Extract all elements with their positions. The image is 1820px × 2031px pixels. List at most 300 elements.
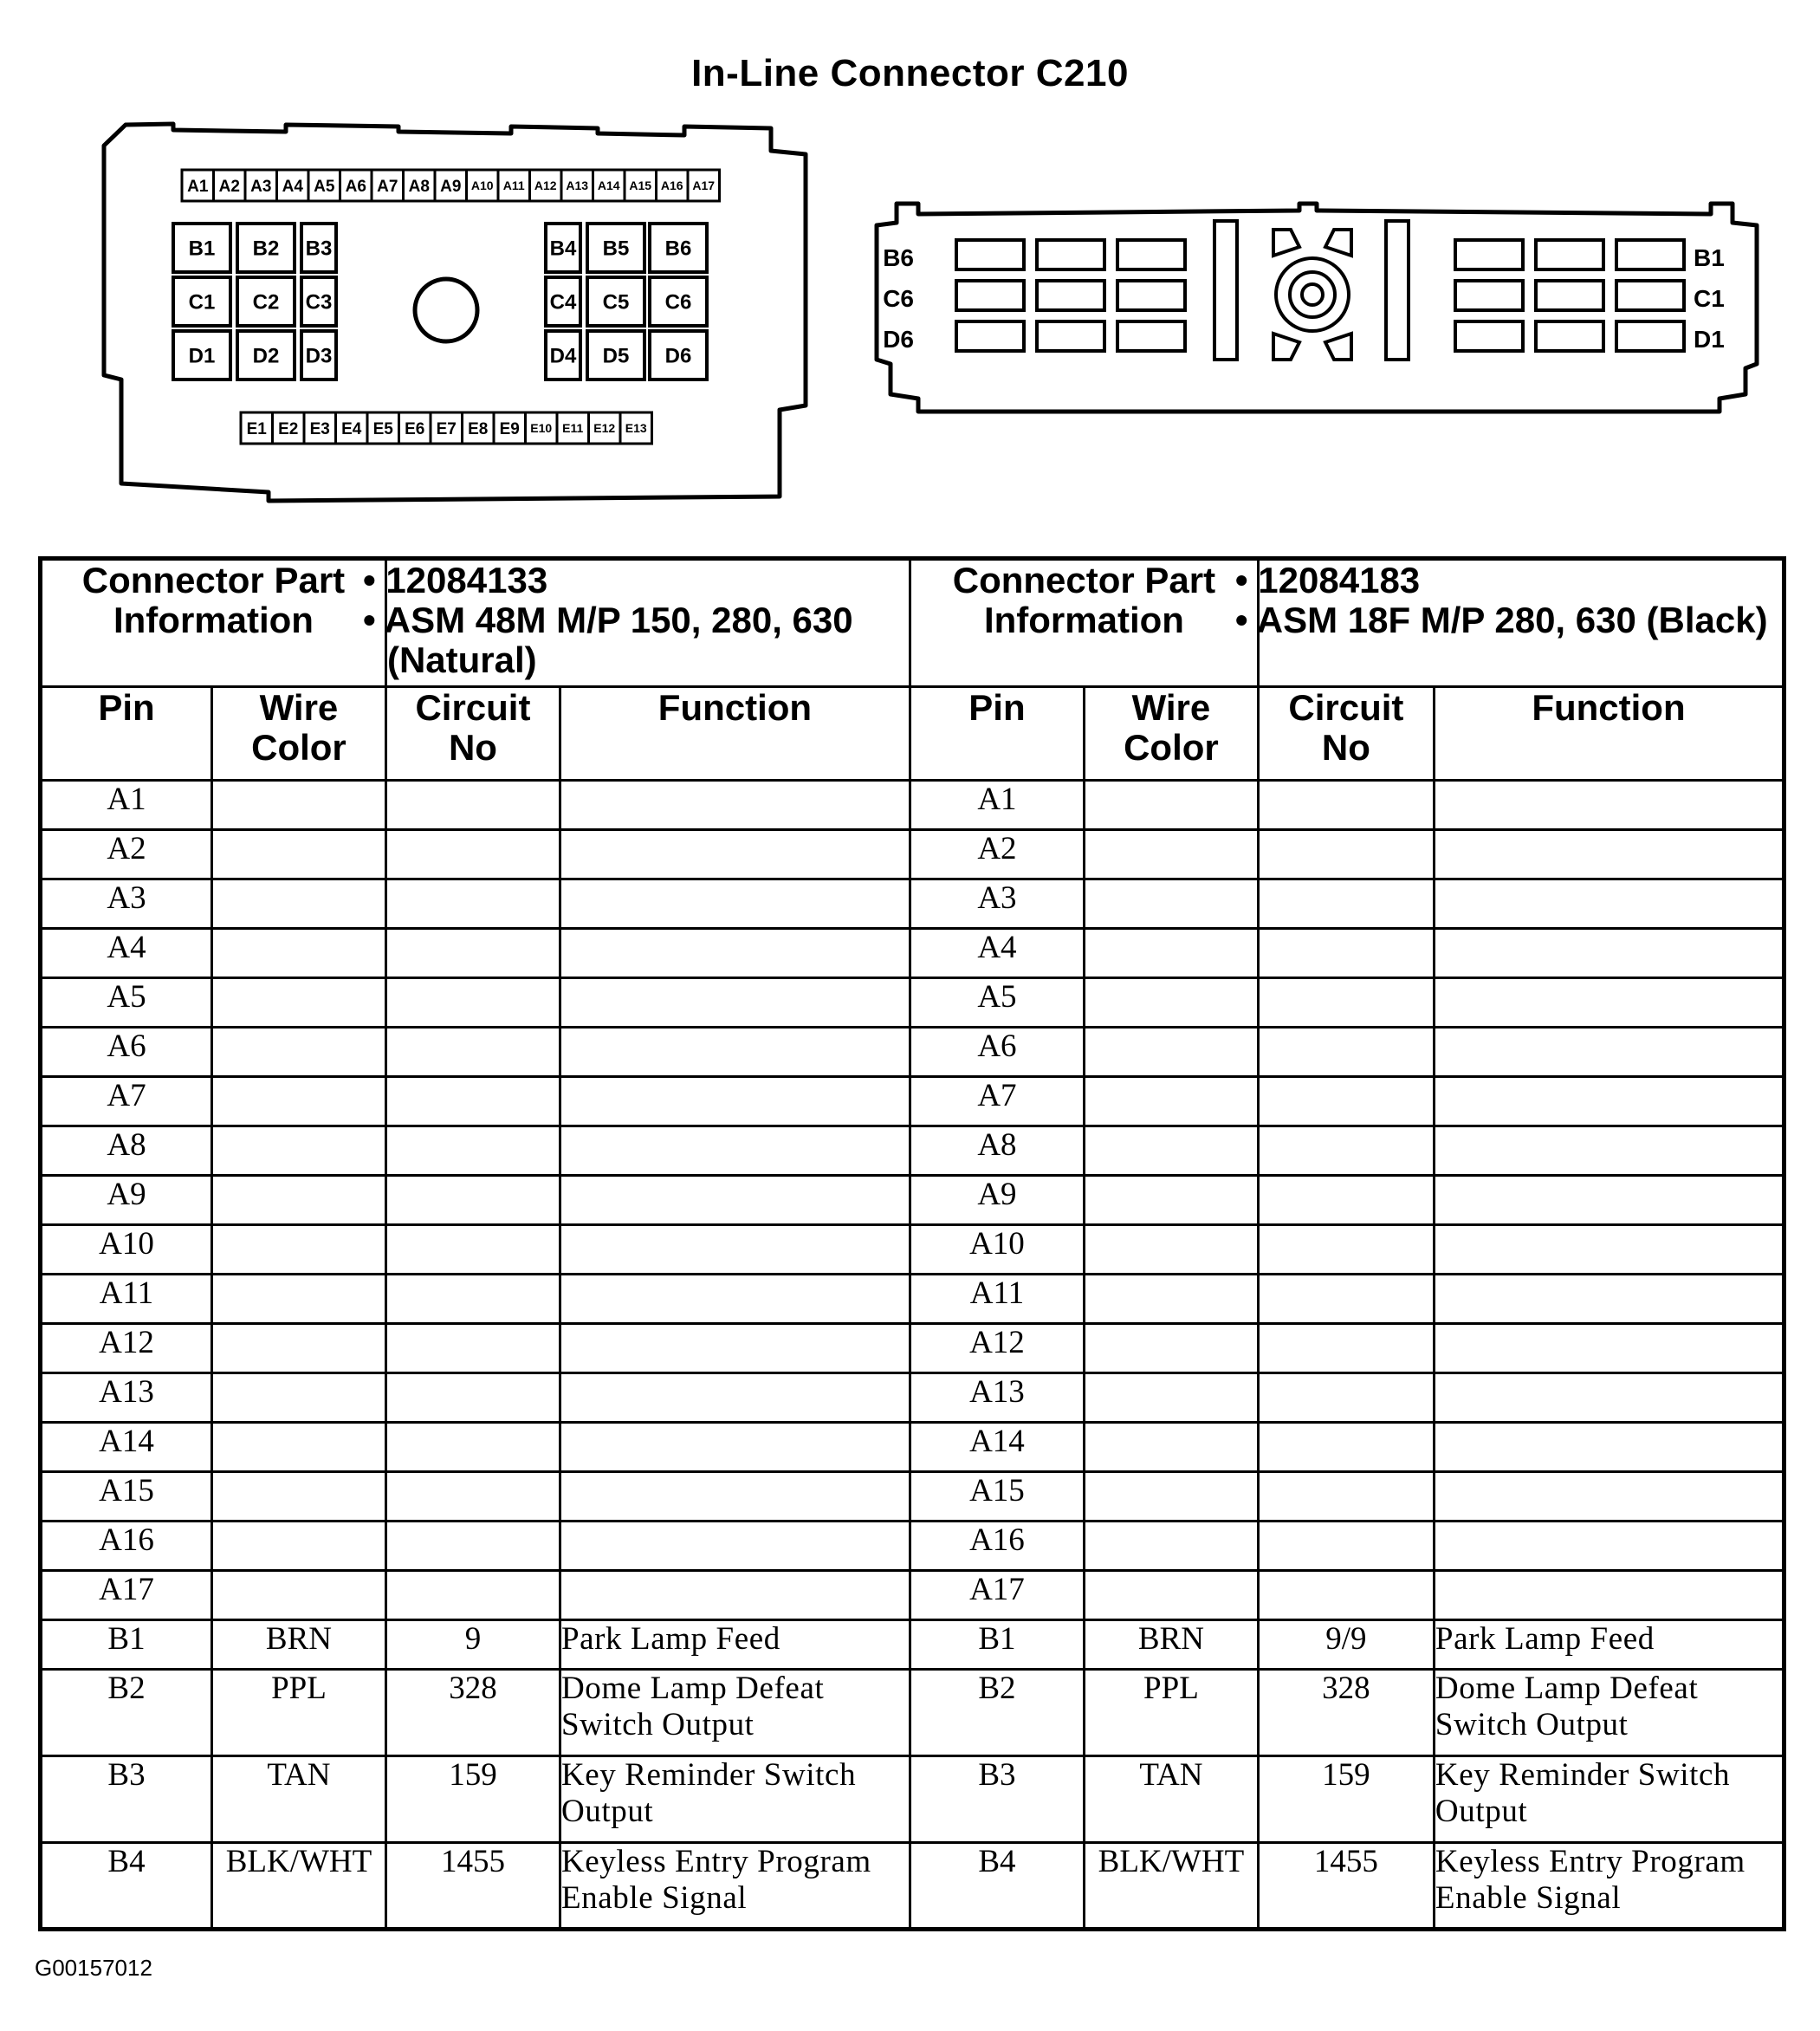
right-pin-cell: A7 [910, 1077, 1084, 1126]
pin-label: A6 [345, 177, 366, 196]
right-col-header: Function [1434, 687, 1784, 781]
pin-E4 [336, 412, 368, 444]
left-color-cell [211, 781, 385, 830]
left-function-cell [560, 1028, 910, 1077]
connector-info-row [41, 559, 1784, 687]
pin-label: E4 [341, 419, 362, 438]
left-circuit-cell [385, 1077, 560, 1126]
right-circuit-cell [1258, 1176, 1434, 1225]
pin-label: C1 [188, 290, 216, 315]
pin-B5 [587, 224, 644, 272]
left-color-cell [211, 830, 385, 879]
pin-label: D2 [252, 344, 280, 368]
right-pin-cell: A17 [910, 1571, 1084, 1620]
right-function-cell [1434, 781, 1784, 830]
table-row [41, 1176, 1784, 1225]
pin-label: A5 [314, 177, 335, 196]
left-pin-cell: A17 [41, 1571, 212, 1620]
right-pin-cell: A9 [910, 1176, 1084, 1225]
right-pin-cell: A8 [910, 1126, 1084, 1176]
pin-grid-left [883, 240, 1185, 353]
pin-cavity [1117, 281, 1185, 310]
pin-label: A7 [377, 177, 398, 196]
pin-cavity [1037, 281, 1104, 310]
right-info-label: Connector Part Information [910, 559, 1258, 687]
pin-label: B1 [188, 237, 216, 261]
left-function-cell [560, 830, 910, 879]
right-pin-cell: A6 [910, 1028, 1084, 1077]
pin-label: C4 [549, 290, 577, 315]
right-color-cell [1084, 879, 1258, 929]
left-circuit-cell [385, 1571, 560, 1620]
pin-A3 [245, 170, 277, 201]
left-color-cell [211, 1225, 385, 1275]
right-pin-cell: B1 [910, 1620, 1084, 1670]
right-color-cell [1084, 1077, 1258, 1126]
pin-label: A2 [218, 177, 240, 196]
pin-E8 [463, 412, 495, 444]
pin-D1 [173, 331, 230, 380]
left-color-cell [211, 1176, 385, 1225]
right-function-cell [1434, 978, 1784, 1028]
pin-C6 [650, 277, 707, 326]
right-circuit-cell [1258, 1275, 1434, 1324]
right-pin-cell: A10 [910, 1225, 1084, 1275]
pin-E10 [526, 412, 558, 444]
pin-cavity [1536, 321, 1603, 351]
right-function-cell [1434, 1077, 1784, 1126]
left-color-cell [211, 879, 385, 929]
table-row [41, 1373, 1784, 1423]
right-color-cell [1084, 1423, 1258, 1472]
pin-label: D4 [549, 344, 577, 368]
left-pin-cell: A4 [41, 929, 212, 978]
pin-label: E7 [436, 419, 457, 438]
pin-A9 [435, 170, 467, 201]
right-circuit-cell [1258, 1324, 1434, 1373]
left-function-cell [560, 1126, 910, 1176]
pin-E6 [399, 412, 431, 444]
left-pin-cell: A9 [41, 1176, 212, 1225]
pin-label: C6 [664, 290, 692, 315]
right-pin-cell: A14 [910, 1423, 1084, 1472]
left-col-header: Function [560, 687, 910, 781]
pin-B6 [650, 224, 707, 272]
left-function-cell: Key Reminder Switch Output [560, 1756, 910, 1843]
pin-A10 [467, 170, 499, 201]
pin-label: E1 [246, 419, 267, 438]
right-circuit-cell [1258, 1472, 1434, 1522]
pin-row-e [241, 412, 652, 444]
left-pin-cell: B2 [41, 1670, 212, 1756]
right-circuit-cell [1258, 1373, 1434, 1423]
pin-A17 [688, 170, 720, 201]
right-part-desc: • ASM 18F M/P 280, 630 (Black) [1234, 600, 1768, 640]
pin-cavity [1455, 240, 1523, 269]
right-circuit-cell [1258, 781, 1434, 830]
right-pin-cell: A4 [910, 929, 1084, 978]
left-pin-cell: A1 [41, 781, 212, 830]
left-circuit-cell [385, 781, 560, 830]
pin-block-left [173, 224, 336, 380]
left-circuit-cell: 1455 [385, 1843, 560, 1930]
table-row [41, 1670, 1784, 1756]
right-function-cell [1434, 830, 1784, 879]
left-part-desc: • ASM 48M M/P 150, 280, 630 (Natural) [362, 600, 853, 680]
pin-label: A15 [629, 178, 652, 193]
pin-label: E6 [405, 419, 425, 438]
table-row [41, 1472, 1784, 1522]
pin-cavity [1536, 240, 1603, 269]
left-circuit-cell [385, 1324, 560, 1373]
table-row [41, 929, 1784, 978]
pin-label: A8 [408, 177, 430, 196]
left-circuit-cell [385, 1176, 560, 1225]
connector-18way-diagram [866, 186, 1767, 420]
left-part-number: • 12084133 [362, 560, 548, 600]
pin-A1 [182, 170, 214, 201]
pin-cavity [1616, 321, 1684, 351]
left-circuit-cell [385, 929, 560, 978]
pin-label: A4 [282, 177, 303, 196]
left-pin-cell: A11 [41, 1275, 212, 1324]
left-color-cell [211, 1571, 385, 1620]
pin-label: E8 [468, 419, 489, 438]
pin-C1 [173, 277, 230, 326]
left-color-cell: BLK/WHT [211, 1843, 385, 1930]
table-row [41, 879, 1784, 929]
pin-label: A13 [566, 178, 589, 193]
right-circuit-cell [1258, 1126, 1434, 1176]
left-circuit-cell [385, 1275, 560, 1324]
table-row [41, 1324, 1784, 1373]
pin-cavity [956, 321, 1024, 351]
left-pin-cell: B3 [41, 1756, 212, 1843]
right-pin-cell: A15 [910, 1472, 1084, 1522]
pin-cavity [1455, 321, 1523, 351]
left-pin-cell: A3 [41, 879, 212, 929]
pin-label: B6 [664, 237, 692, 261]
left-col-header: Pin [41, 687, 212, 781]
right-color-cell [1084, 1275, 1258, 1324]
pin-E1 [241, 412, 273, 444]
pin-label: A16 [660, 178, 683, 193]
pin-E5 [367, 412, 399, 444]
left-color-cell [211, 1373, 385, 1423]
pin-label: B5 [602, 237, 630, 261]
pin-label: A10 [470, 178, 494, 193]
pin-label: E11 [562, 421, 584, 436]
right-pin-cell: B3 [910, 1756, 1084, 1843]
pin-E3 [304, 412, 336, 444]
pin-cavity [956, 281, 1024, 310]
pin-label: C5 [602, 290, 630, 315]
right-function-cell: Dome Lamp Defeat Switch Output [1434, 1670, 1784, 1756]
right-color-cell [1084, 929, 1258, 978]
right-function-cell [1434, 1522, 1784, 1571]
pin-C5 [587, 277, 644, 326]
left-color-cell [211, 1472, 385, 1522]
pin-label: C3 [305, 290, 333, 315]
pin-B3 [301, 224, 336, 272]
left-function-cell: Park Lamp Feed [560, 1620, 910, 1670]
left-function-cell [560, 1423, 910, 1472]
right-color-cell [1084, 1176, 1258, 1225]
pin-D5 [587, 331, 644, 380]
pin-row-a [182, 170, 720, 201]
left-function-cell [560, 929, 910, 978]
right-function-cell: Park Lamp Feed [1434, 1620, 1784, 1670]
pin-A14 [593, 170, 625, 201]
pin-label: E9 [499, 419, 520, 438]
table-row [41, 1522, 1784, 1571]
left-pin-cell: B1 [41, 1620, 212, 1670]
right-circuit-cell [1258, 830, 1434, 879]
pin-label: D5 [602, 344, 630, 368]
right-circuit-cell: 9/9 [1258, 1620, 1434, 1670]
right-pin-cell: A2 [910, 830, 1084, 879]
left-pin-cell: A15 [41, 1472, 212, 1522]
left-color-cell [211, 1028, 385, 1077]
column-header-row [41, 687, 1784, 781]
left-function-cell [560, 1571, 910, 1620]
table-row [41, 1225, 1784, 1275]
right-pin-cell: B2 [910, 1670, 1084, 1756]
pin-label: B4 [549, 237, 577, 261]
right-circuit-cell [1258, 1423, 1434, 1472]
right-color-cell [1084, 1522, 1258, 1571]
pin-cavity [1037, 321, 1104, 351]
right-circuit-cell: 159 [1258, 1756, 1434, 1843]
right-col-header: Wire Color [1084, 687, 1258, 781]
row-label: C1 [1694, 285, 1725, 312]
left-color-cell [211, 1275, 385, 1324]
row-label: D6 [883, 326, 914, 353]
left-color-cell: TAN [211, 1756, 385, 1843]
right-pin-cell: A11 [910, 1275, 1084, 1324]
pin-D4 [546, 331, 580, 380]
pin-A6 [340, 170, 372, 201]
page-title: In-Line Connector C210 [691, 52, 1129, 94]
pin-cavity [1117, 321, 1185, 351]
left-color-cell [211, 1126, 385, 1176]
table-row [41, 978, 1784, 1028]
right-function-cell [1434, 929, 1784, 978]
pin-cavity [1117, 240, 1185, 269]
left-function-cell [560, 978, 910, 1028]
pin-A11 [498, 170, 530, 201]
pin-B1 [173, 224, 230, 272]
row-label: B1 [1694, 244, 1725, 271]
left-pin-cell: A13 [41, 1373, 212, 1423]
right-color-cell [1084, 1126, 1258, 1176]
left-circuit-cell [385, 978, 560, 1028]
left-circuit-cell: 159 [385, 1756, 560, 1843]
left-function-cell: Dome Lamp Defeat Switch Output [560, 1670, 910, 1756]
pin-label: A14 [597, 178, 620, 193]
row-label: D1 [1694, 326, 1725, 353]
pin-E11 [557, 412, 589, 444]
table-row [41, 1028, 1784, 1077]
pin-C2 [237, 277, 295, 326]
pin-C4 [546, 277, 580, 326]
right-circuit-cell [1258, 1522, 1434, 1571]
table-row [41, 1275, 1784, 1324]
left-pin-cell: A5 [41, 978, 212, 1028]
left-info-label: Connector Part Information [41, 559, 386, 687]
right-function-cell [1434, 1472, 1784, 1522]
pin-cavity [1037, 240, 1104, 269]
pin-label: E2 [278, 419, 299, 438]
right-function-cell [1434, 1176, 1784, 1225]
left-col-header: Circuit No [385, 687, 560, 781]
pin-A12 [530, 170, 562, 201]
figure-id: G00157012 [35, 1955, 152, 1981]
left-color-cell: PPL [211, 1670, 385, 1756]
right-col-header: Pin [910, 687, 1084, 781]
center-post [415, 279, 477, 341]
left-circuit-cell [385, 1126, 560, 1176]
pin-cavity [956, 240, 1024, 269]
pin-label: A17 [692, 178, 716, 193]
pin-D6 [650, 331, 707, 380]
left-circuit-cell [385, 1423, 560, 1472]
pin-E7 [431, 412, 463, 444]
pin-label: D6 [664, 344, 692, 368]
right-pin-cell: A5 [910, 978, 1084, 1028]
left-circuit-cell [385, 1028, 560, 1077]
right-circuit-cell [1258, 879, 1434, 929]
right-pin-cell: A3 [910, 879, 1084, 929]
left-function-cell [560, 1472, 910, 1522]
right-function-cell [1434, 1028, 1784, 1077]
left-pin-cell: A8 [41, 1126, 212, 1176]
left-color-cell [211, 978, 385, 1028]
pin-E9 [494, 412, 526, 444]
left-col-header: Wire Color [211, 687, 385, 781]
right-color-cell [1084, 978, 1258, 1028]
right-circuit-cell [1258, 1028, 1434, 1077]
right-pin-cell: A16 [910, 1522, 1084, 1571]
right-function-cell [1434, 1225, 1784, 1275]
table-row [41, 1756, 1784, 1843]
left-color-cell [211, 1324, 385, 1373]
right-color-cell: BLK/WHT [1084, 1843, 1258, 1930]
left-function-cell [560, 879, 910, 929]
left-circuit-cell: 328 [385, 1670, 560, 1756]
left-pin-cell: A10 [41, 1225, 212, 1275]
table-row [41, 1571, 1784, 1620]
pin-A15 [625, 170, 657, 201]
right-circuit-cell [1258, 1225, 1434, 1275]
right-col-header: Circuit No [1258, 687, 1434, 781]
right-color-cell [1084, 781, 1258, 830]
pin-C3 [301, 277, 336, 326]
right-circuit-cell: 328 [1258, 1670, 1434, 1756]
row-label: B6 [883, 244, 914, 271]
pin-label: A1 [187, 177, 209, 196]
left-circuit-cell: 9 [385, 1620, 560, 1670]
right-function-cell [1434, 1571, 1784, 1620]
left-function-cell: Keyless Entry Program Enable Signal [560, 1843, 910, 1930]
right-pin-cell: A12 [910, 1324, 1084, 1373]
left-circuit-cell [385, 830, 560, 879]
left-function-cell [560, 1522, 910, 1571]
left-color-cell [211, 1077, 385, 1126]
right-circuit-cell [1258, 978, 1434, 1028]
left-circuit-cell [385, 1522, 560, 1571]
left-color-cell: BRN [211, 1620, 385, 1670]
right-color-cell: TAN [1084, 1756, 1258, 1843]
left-pin-cell: A16 [41, 1522, 212, 1571]
right-part-number: • 12084183 [1234, 560, 1421, 600]
left-color-cell [211, 1423, 385, 1472]
left-circuit-cell [385, 1225, 560, 1275]
left-circuit-cell [385, 1373, 560, 1423]
table-row [41, 830, 1784, 879]
pin-grid-right [1455, 240, 1725, 353]
pinout-table [38, 556, 1786, 1931]
right-circuit-cell [1258, 1077, 1434, 1126]
left-function-cell [560, 1225, 910, 1275]
right-pin-cell: A1 [910, 781, 1084, 830]
pin-label: E13 [625, 421, 647, 436]
pin-cavity [1616, 281, 1684, 310]
pin-A13 [561, 170, 593, 201]
right-color-cell [1084, 1225, 1258, 1275]
left-function-cell [560, 1275, 910, 1324]
connector-48way-diagram [87, 120, 814, 518]
right-function-cell [1434, 1275, 1784, 1324]
pin-cavity [1616, 240, 1684, 269]
pin-A16 [657, 170, 689, 201]
left-pin-cell: A7 [41, 1077, 212, 1126]
pin-A2 [214, 170, 246, 201]
right-circuit-cell [1258, 1571, 1434, 1620]
pin-cavity [1536, 281, 1603, 310]
row-label: C6 [883, 285, 914, 312]
left-function-cell [560, 1373, 910, 1423]
right-function-cell: Keyless Entry Program Enable Signal [1434, 1843, 1784, 1930]
pin-E2 [273, 412, 305, 444]
right-color-cell: BRN [1084, 1620, 1258, 1670]
pin-label: B2 [252, 237, 280, 261]
table-row [41, 1077, 1784, 1126]
pin-A5 [308, 170, 340, 201]
pin-D2 [237, 331, 295, 380]
left-function-cell [560, 1324, 910, 1373]
right-function-cell [1434, 1423, 1784, 1472]
left-pin-cell: A12 [41, 1324, 212, 1373]
right-function-cell [1434, 1373, 1784, 1423]
center-key [1273, 230, 1351, 360]
left-pin-cell: A6 [41, 1028, 212, 1077]
right-color-cell [1084, 830, 1258, 879]
table-row [41, 1423, 1784, 1472]
left-circuit-cell [385, 1472, 560, 1522]
left-color-cell [211, 929, 385, 978]
left-color-cell [211, 1522, 385, 1571]
right-color-cell [1084, 1324, 1258, 1373]
right-circuit-cell: 1455 [1258, 1843, 1434, 1930]
left-info-values [362, 559, 910, 687]
right-pin-cell: B4 [910, 1843, 1084, 1930]
table-row [41, 781, 1784, 830]
pin-B4 [546, 224, 580, 272]
right-function-cell [1434, 879, 1784, 929]
right-function-cell [1434, 1126, 1784, 1176]
pin-E13 [620, 412, 652, 444]
